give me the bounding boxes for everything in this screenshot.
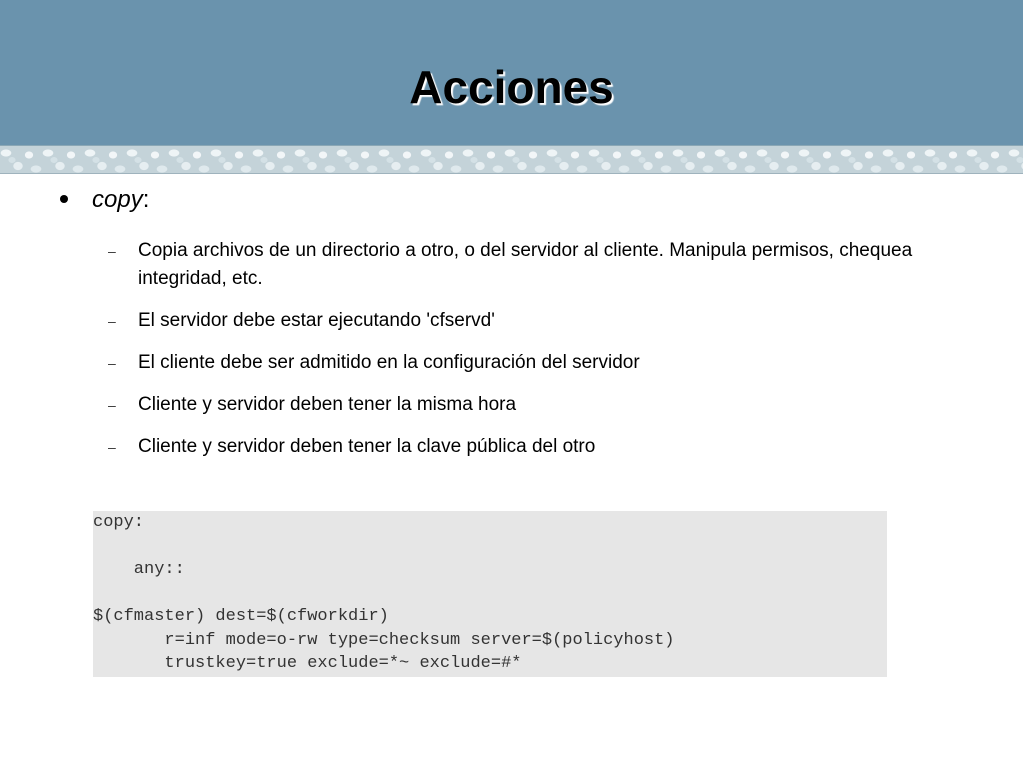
- code-line: copy:: [93, 513, 145, 532]
- sub-bullet-text: Cliente y servidor deben tener la misma hora: [138, 394, 517, 415]
- code-line: trustkey=true exclude=*~ exclude=#*: [93, 654, 522, 673]
- code-line: [93, 582, 887, 606]
- code-line: $(cfmaster) dest=$(cfworkdir): [93, 607, 389, 626]
- sub-bullet-item: [108, 237, 928, 293]
- sub-bullet-item: [108, 307, 928, 335]
- dash-icon: –: [108, 243, 116, 259]
- sub-bullet-text: Cliente y servidor deben tener la clave pública del otro: [138, 436, 596, 457]
- dash-icon: –: [108, 313, 116, 329]
- sub-bullet-list: [108, 237, 928, 475]
- bullet-item-copy: [60, 186, 149, 214]
- decorative-stone-band: [0, 145, 1023, 174]
- dash-icon: –: [108, 439, 116, 455]
- code-line: r=inf mode=o-rw type=checksum server=$(policyhost): [93, 630, 675, 650]
- bullet-dot-icon: [60, 195, 68, 203]
- code-block: [93, 511, 887, 677]
- sub-bullet-text: El servidor debe estar ejecutando 'cfservd': [138, 310, 495, 331]
- bullet-keyword: copy: [92, 186, 143, 213]
- code-line: any::: [93, 560, 185, 579]
- code-line: [93, 535, 887, 559]
- sub-bullet-item: [108, 391, 928, 419]
- sub-bullet-item: [108, 433, 928, 461]
- sub-bullet-item: [108, 349, 928, 377]
- bullet-text: [92, 186, 149, 213]
- header-band: [0, 0, 1023, 145]
- sub-bullet-text: El cliente debe ser admitido en la configuración del servidor: [138, 352, 640, 373]
- dash-icon: –: [108, 397, 116, 413]
- slide-title: Acciones: [409, 61, 614, 113]
- dash-icon: –: [108, 355, 116, 371]
- sub-bullet-text: Copia archivos de un directorio a otro, o del servidor al cliente. Manipula permisos, chequea integridad, etc.: [138, 240, 913, 289]
- bullet-suffix: :: [142, 186, 150, 213]
